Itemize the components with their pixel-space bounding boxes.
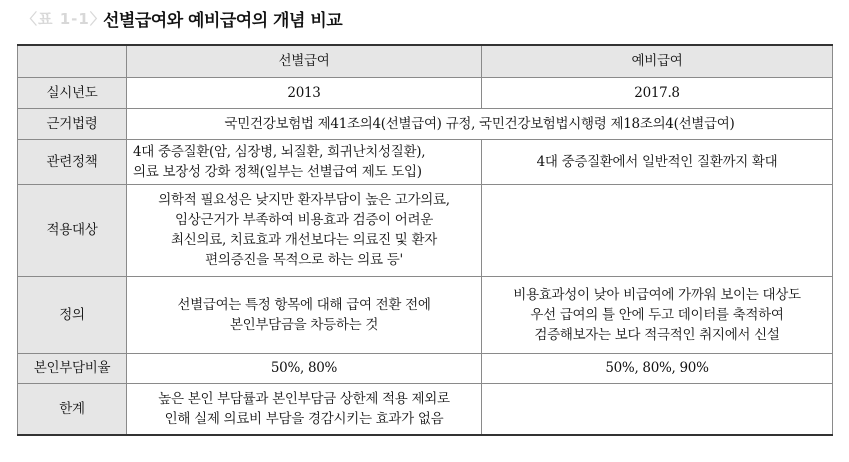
cell-line: 50%, 80% [270, 360, 338, 376]
cell-selective [127, 184, 482, 276]
comparison-table [17, 44, 833, 436]
row-label: 실시년도 [18, 77, 127, 108]
table-caption [0, 0, 849, 36]
row-label: 적용대상 [18, 184, 127, 276]
cell-preliminary-empty [482, 184, 833, 276]
cell-line: 우선 급여의 틀 안에 두고 데이터를 축적하여 [530, 306, 784, 323]
column-header-preliminary: 예비급여 [482, 45, 833, 77]
cell-line: 2013 [287, 84, 321, 101]
table-title: 선별급여와 예비급여의 개념 비교 [103, 11, 343, 31]
cell-preliminary [482, 276, 833, 353]
cell-line: 선별급여는 특정 항목에 대해 급여 전환 전에 [177, 296, 431, 313]
table-row [18, 139, 833, 184]
cell-line: 4대 중증질환에서 일반적인 질환까지 확대 [536, 153, 778, 170]
cell-line: 편의증진을 목적으로 하는 의료 등' [205, 252, 403, 268]
cell-line: 임상근거가 부족하여 비용효과 검증이 어려운 [174, 212, 434, 228]
cell-line: 50%, 80%, 90% [605, 360, 709, 376]
column-header-selective: 선별급여 [127, 45, 482, 77]
table-row [18, 108, 833, 139]
cell-selective [127, 353, 482, 383]
cell-line: 높은 본인 부담률과 본인부담금 상한제 적용 제외로 [158, 390, 450, 407]
row-label: 관련정책 [18, 139, 127, 184]
cell-line: 의학적 필요성은 낮지만 환자부담이 높은 고가의료, [158, 192, 450, 208]
cell-preliminary [482, 353, 833, 383]
row-label: 본인부담비율 [18, 353, 127, 383]
cell-line: 비용효과성이 낮아 비급여에 가까워 보이는 대상도 [513, 286, 801, 303]
cell-line: 의료 보장성 강화 정책(일부는 선별급여 제도 도입) [133, 163, 422, 180]
table-row [18, 276, 833, 353]
table-row [18, 184, 833, 276]
cell-line: 4대 중증질환(암, 심장병, 뇌질환, 희귀난치성질환), [133, 143, 426, 160]
table-number: 〈표 1-1〉 [22, 10, 106, 28]
cell-selective [127, 276, 482, 353]
cell-line: 최신의료, 치료효과 개선보다는 의료진 및 환자 [170, 232, 438, 248]
header-row [18, 45, 833, 77]
corner-cell [18, 45, 127, 77]
table-row [18, 77, 833, 108]
row-label: 정의 [18, 276, 127, 353]
cell-line: 인해 실제 의료비 부담을 경감시키는 효과가 없음 [164, 410, 444, 427]
cell-line: 검증해보자는 보다 적극적인 취지에서 신설 [534, 326, 780, 343]
cell-preliminary-empty [482, 383, 833, 435]
row-label: 한계 [18, 383, 127, 435]
cell-selective [127, 383, 482, 435]
cell-line: 본인부담금을 차등하는 것 [229, 316, 379, 333]
cell-line: 2017.8 [634, 84, 680, 101]
cell-selective [127, 139, 482, 184]
cell-preliminary [482, 77, 833, 108]
cell-line: 국민건강보험법 제41조의4(선별급여) 규정, 국민건강보험법시행령 제18조의4(선별급여) [224, 115, 735, 132]
table-row [18, 353, 833, 383]
cell-selective [127, 77, 482, 108]
row-label: 근거법령 [18, 108, 127, 139]
cell-preliminary [482, 139, 833, 184]
table-row [18, 383, 833, 435]
cell-merged [127, 108, 833, 139]
